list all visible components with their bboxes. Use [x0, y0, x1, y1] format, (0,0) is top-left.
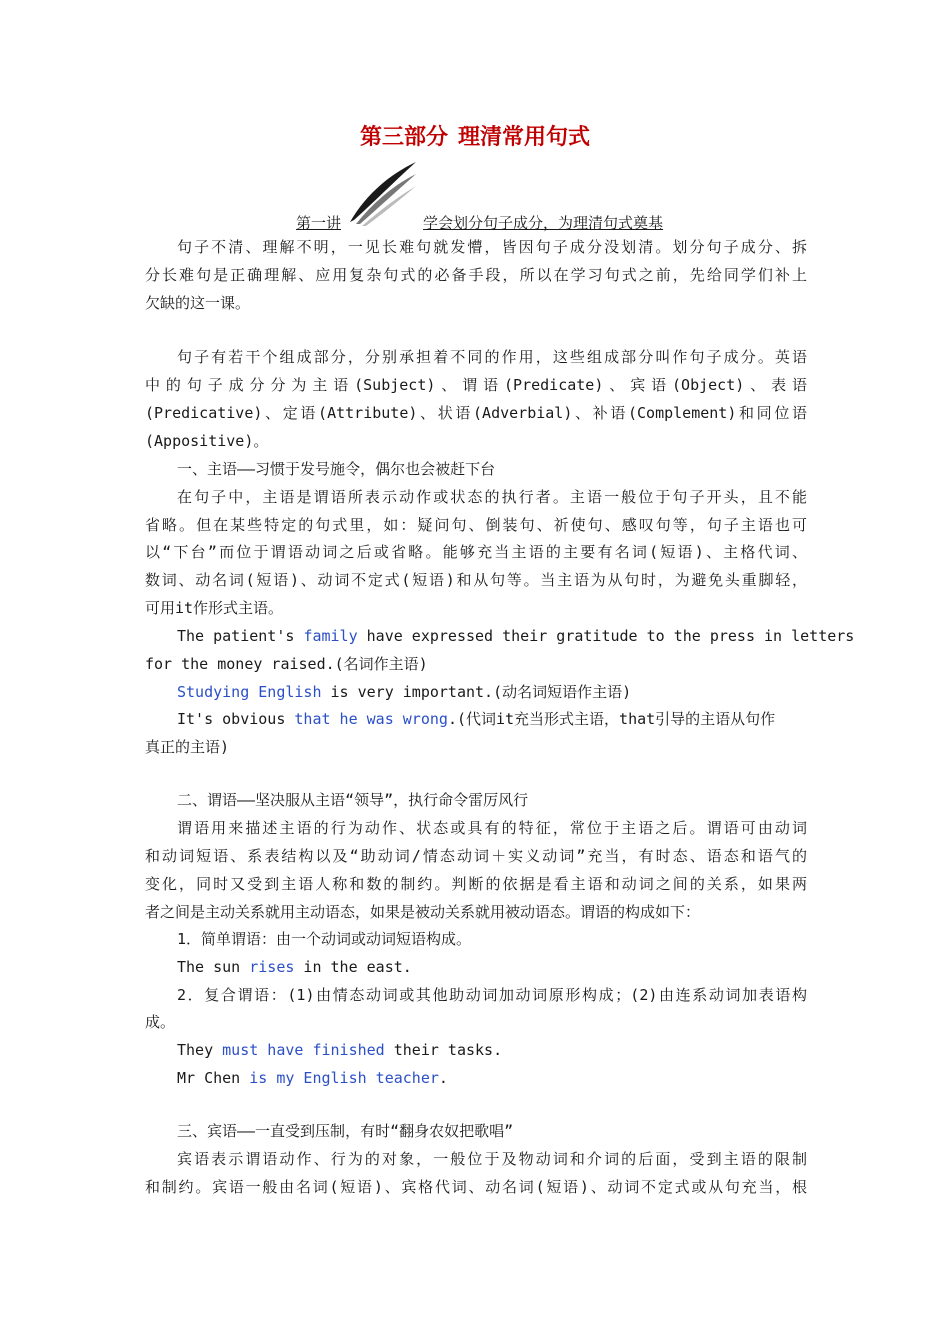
- example-sentence: [177, 1039, 807, 1061]
- title-part-label: 第三部分: [359, 125, 448, 150]
- section-heading-object: 三、宾语——一直受到压制，有时“翻身农奴把歌唱”: [177, 1122, 514, 1140]
- example-text: their tasks.: [384, 1041, 503, 1059]
- example-text: Mr Chen: [177, 1069, 250, 1087]
- example-text: have expressed their gratitude to the press in letters: [357, 627, 855, 645]
- example-text: is very important.(动名词短语作主语): [321, 683, 632, 701]
- example-text: The patient's: [177, 627, 304, 645]
- subject-body-line: 可用it作形式主语。: [145, 599, 284, 617]
- predicate-body-line: 者之间是主动关系就用主动语态，如果是被动关系就用被动语态。谓语的构成如下：: [145, 903, 701, 921]
- example-sentence: [177, 1067, 807, 1089]
- compound-predicate-item: 2．复合谓语：(1)由情态动词或其他助动词加动词原形构成；(2)由连系动词加表语构: [177, 986, 807, 1004]
- example-text: in the east.: [294, 958, 412, 976]
- section-heading-subject: 一、主语——习惯于发号施令，偶尔也会被赶下台: [177, 460, 496, 478]
- simple-predicate-item: 1．简单谓语：由一个动词或动词短语构成。: [177, 930, 472, 948]
- example-highlight: must have finished: [222, 1041, 385, 1059]
- lecture-number: 第一讲: [296, 214, 342, 232]
- example-text: .(代词it充当形式主语，that引导的主语从句作: [447, 710, 776, 728]
- subject-body-line: 数词、动名词(短语)、动词不定式(短语)和从句等。当主语为从句时，为避免头重脚轻，: [145, 571, 807, 589]
- example-sentence: [177, 681, 807, 703]
- overview-line: 句子有若干个组成部分，分别承担着不同的作用，这些组成部分叫作句子成分。英语: [177, 348, 807, 366]
- intro-line: 分长难句是正确理解、应用复杂句式的必备手段，所以在学习句式之前，先给同学们补上: [145, 266, 807, 284]
- overview-line: 中的句子成分分为主语(Subject)、谓语(Predicate)、宾语(Object)、表语: [145, 376, 807, 394]
- intro-line: 句子不清、理解不明，一见长难句就发懵，皆因句子成分没划清。划分句子成分、拆: [177, 238, 807, 256]
- subject-body-line: 在句子中，主语是谓语所表示动作或状态的执行者。主语一般位于句子开头，且不能: [177, 488, 807, 506]
- object-body-line: 宾语表示谓语动作、行为的对象，一般位于及物动词和介词的后面，受到主语的限制: [177, 1150, 807, 1168]
- example-highlight: that he was wrong: [294, 710, 448, 728]
- example-sentence: [177, 956, 807, 978]
- compound-predicate-item: 成。: [145, 1013, 176, 1031]
- example-text: It's obvious: [177, 710, 295, 728]
- example-text: They: [177, 1041, 223, 1059]
- example-highlight: is my English teacher: [249, 1069, 439, 1087]
- example-highlight: family: [303, 627, 358, 645]
- lecture-topic: 学会划分句子成分，为理清句式奠基: [423, 214, 664, 232]
- lecture-heading: [296, 212, 663, 233]
- page-title: [0, 120, 950, 151]
- title-main: 理清常用句式: [458, 125, 591, 150]
- subject-body-line: 以“下台”而位于谓语动词之后或省略。能够充当主语的主要有名词(短语)、主格代词、: [145, 543, 807, 561]
- overview-line: (Predicative)、定语(Attribute)、状语(Adverbial)、补语(Complement)和同位语: [145, 404, 807, 422]
- example-highlight: Studying English: [177, 683, 322, 701]
- overview-line: (Appositive)。: [145, 432, 269, 450]
- object-body-line: 和制约。宾语一般由名词(短语)、宾格代词、动名词(短语)、动词不定式或从句充当，根: [145, 1178, 807, 1196]
- example-highlight: rises: [249, 958, 295, 976]
- example-sentence-cont: for the money raised.(名词作主语): [145, 655, 428, 673]
- example-text: The sun: [177, 958, 250, 976]
- example-sentence: [177, 625, 855, 647]
- predicate-body-line: 谓语用来描述主语的行为动作、状态或具有的特征，常位于主语之后。谓语可由动词: [177, 819, 807, 837]
- section-heading-predicate: 二、谓语——坚决服从主语“领导”，执行命令雷厉风行: [177, 791, 529, 809]
- predicate-body-line: 和动词短语、系表结构以及“助动词/情态动词＋实义动词”充当，有时态、语态和语气的: [145, 847, 807, 865]
- subject-body-line: 省略。但在某些特定的句式里，如：疑问句、倒装句、祈使句、感叹句等，句子主语也可: [145, 516, 807, 534]
- intro-line: 欠缺的这一课。: [145, 294, 251, 312]
- example-text: .: [438, 1069, 448, 1087]
- predicate-body-line: 变化，同时又受到主语人称和数的制约。判断的依据是看主语和动词之间的关系，如果两: [145, 875, 807, 893]
- example-sentence-cont: 真正的主语): [145, 738, 230, 756]
- example-sentence: [177, 708, 807, 730]
